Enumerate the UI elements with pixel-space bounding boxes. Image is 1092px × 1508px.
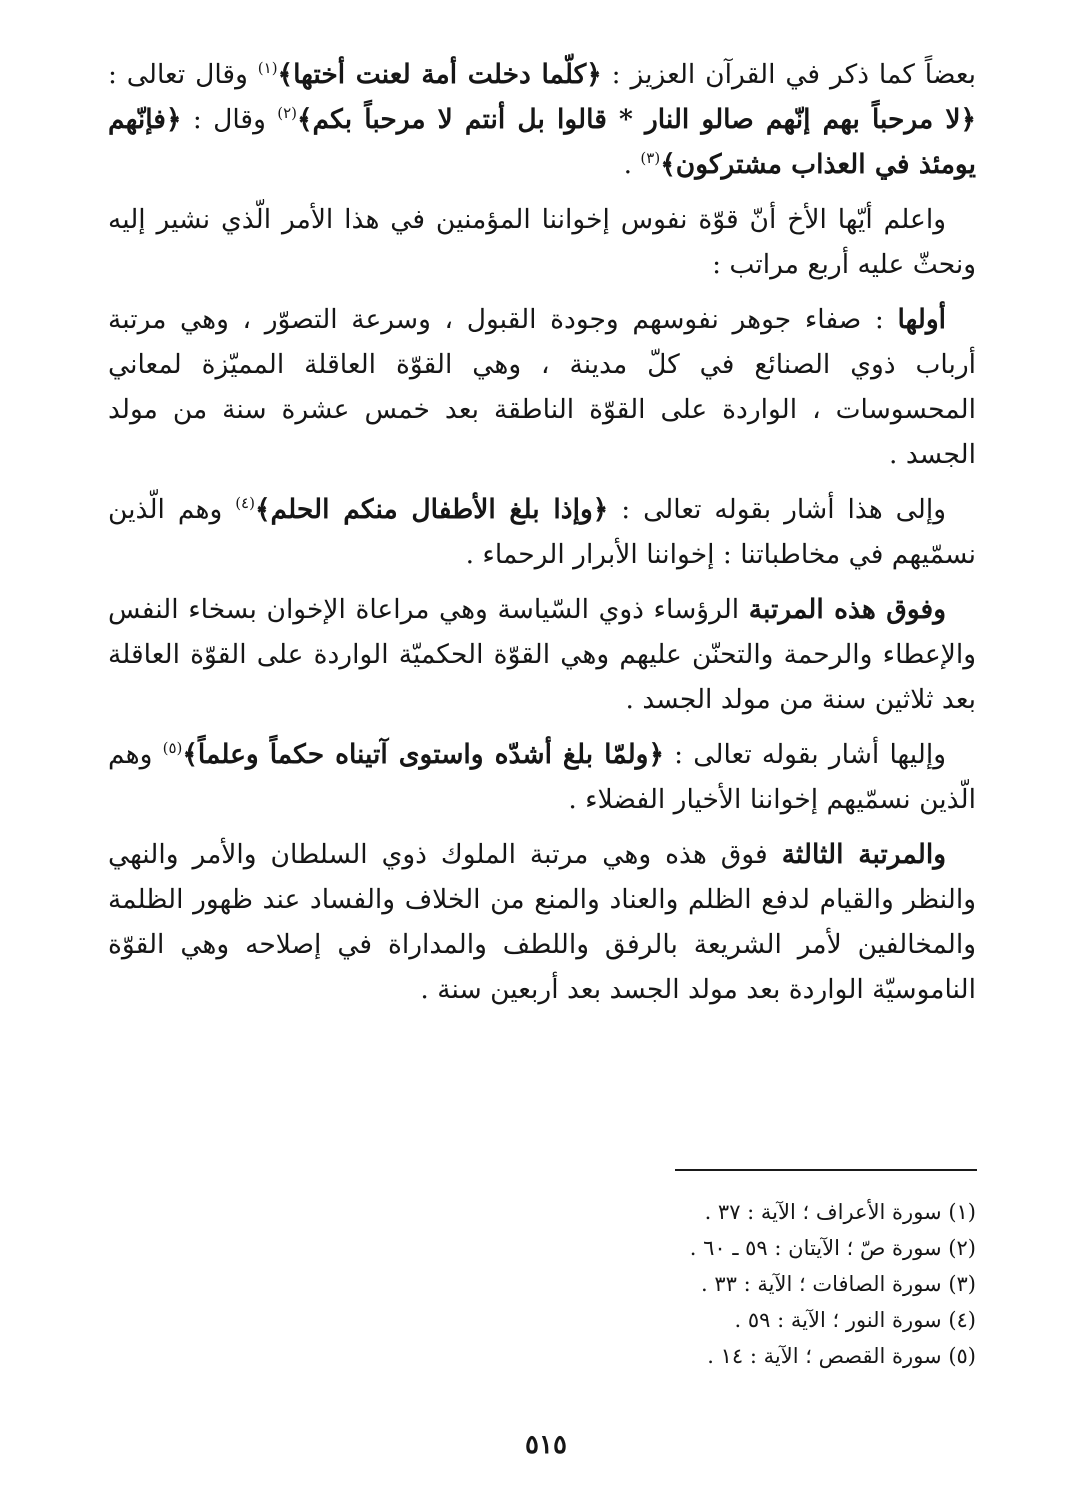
footnotes — [560, 1194, 976, 1374]
paragraph-7-text: فوق هذه وهي مرتبة الملوك ذوي السلطان والأمر والنهي والنظر والقيام لدفع الظلم والعناد والمنع من الخلاف والفساد عند ظهور الظلمة والمخالفين لأمر الشريعة بالرفق واللطف والمداراة في إصلاحه وهي القوّة الناموسيّة الواردة بعد مولد الجسد بعد أربعين سنة . — [108, 839, 976, 1005]
footnote-ref-5: (٥) — [162, 739, 183, 758]
footnote-4: (٤) سورة النور ؛ الآية : ٥٩ . — [734, 1308, 976, 1332]
paragraph-5 — [108, 587, 976, 722]
rank-2-heading: وفوق هذه المرتبة — [748, 594, 946, 625]
footnote-ref-2: (٢) — [277, 104, 297, 123]
paragraph-6 — [108, 732, 976, 822]
quran-quote-3: ﴿فإنّهم يومئذ في العذاب مشتركون﴾ — [108, 104, 976, 180]
page-number: ٥١٥ — [525, 1430, 567, 1460]
paragraph-1 — [108, 52, 976, 187]
paragraph-3 — [108, 297, 976, 477]
paragraph-4-text-a: وإلى هذا أشار بقوله تعالى : — [608, 494, 946, 525]
paragraph-1-text-d: . — [623, 149, 641, 180]
paragraph-3-text: : صفاء جوهر نفوسهم وجودة القبول ، وسرعة التصوّر ، وهي مرتبة أرباب ذوي الصنائع في كلّ مدينة ، وهي القوّة العاقلة المميّزة لمعاني المحسوسات ، الواردة على القوّة الناطقة بعد خمس عشرة سنة من مولد الجسد . — [108, 304, 976, 470]
footnote-1: (١) سورة الأعراف ؛ الآية : ٣٧ . — [704, 1200, 976, 1224]
paragraph-7 — [108, 832, 976, 1012]
quran-quote-1: ﴿كلّما دخلت أمة لعنت أختها﴾ — [277, 59, 602, 90]
paragraph-2: واعلم أيّها الأخ أنّ قوّة نفوس إخواننا المؤمنين في هذا الأمر الّذي نشير إليه ونحثّ عليه أربع مراتب : — [108, 204, 976, 280]
footnote-3: (٣) سورة الصافات ؛ الآية : ٣٣ . — [701, 1272, 976, 1296]
footnote-5: (٥) سورة القصص ؛ الآية : ١٤ . — [707, 1344, 976, 1368]
paragraph-6-text-b: وهم الّذين نسمّيهم إخواننا الأخيار الفضلاء . — [108, 739, 976, 815]
footnote-ref-1: (١) — [257, 59, 278, 78]
paragraph-1-text-a: بعضاً كما ذكر في القرآن العزيز : — [601, 59, 976, 90]
paragraph-5-text: الرؤساء ذوي السّياسة وهي مراعاة الإخوان بسخاء النفس والإعطاء والرحمة والتحنّن عليهم وهي القوّة الحكميّة الواردة على القوّة العاقلة بعد ثلاثين سنة من مولد الجسد . — [108, 594, 976, 715]
quran-quote-5: ﴿ولمّا بلغ أشدّه واستوى آتيناه حكماً وعلماً﴾ — [182, 739, 664, 770]
rank-3-heading: والمرتبة الثالثة — [781, 839, 946, 870]
quran-quote-2: ﴿لا مرحباً بهم إنّهم صالو النار * قالوا بل أنتم لا مرحباً بكم﴾ — [296, 104, 976, 135]
paragraph-1-text-b: وقال تعالى : — [108, 59, 258, 90]
paragraph-1-text-c: وقال : — [181, 104, 278, 135]
footnote-separator — [675, 1169, 977, 1171]
quran-quote-4: ﴿وإذا بلغ الأطفال منكم الحلم﴾ — [254, 494, 609, 525]
footnote-2: (٢) سورة صّ ؛ الآيتان : ٥٩ ـ ٦٠ . — [689, 1236, 976, 1260]
paragraph-4 — [108, 487, 976, 577]
footnote-ref-3: (٣) — [640, 149, 661, 168]
rank-1-heading: أولها — [897, 304, 946, 335]
paragraph-6-text-a: وإليها أشار بقوله تعالى : — [663, 739, 946, 770]
page-body — [108, 52, 976, 1012]
footnote-ref-4: (٤) — [235, 494, 255, 513]
paragraph-4-text-b: وهم الّذين نسمّيهم في مخاطباتنا : إخواننا الأبرار الرحماء . — [108, 494, 976, 570]
